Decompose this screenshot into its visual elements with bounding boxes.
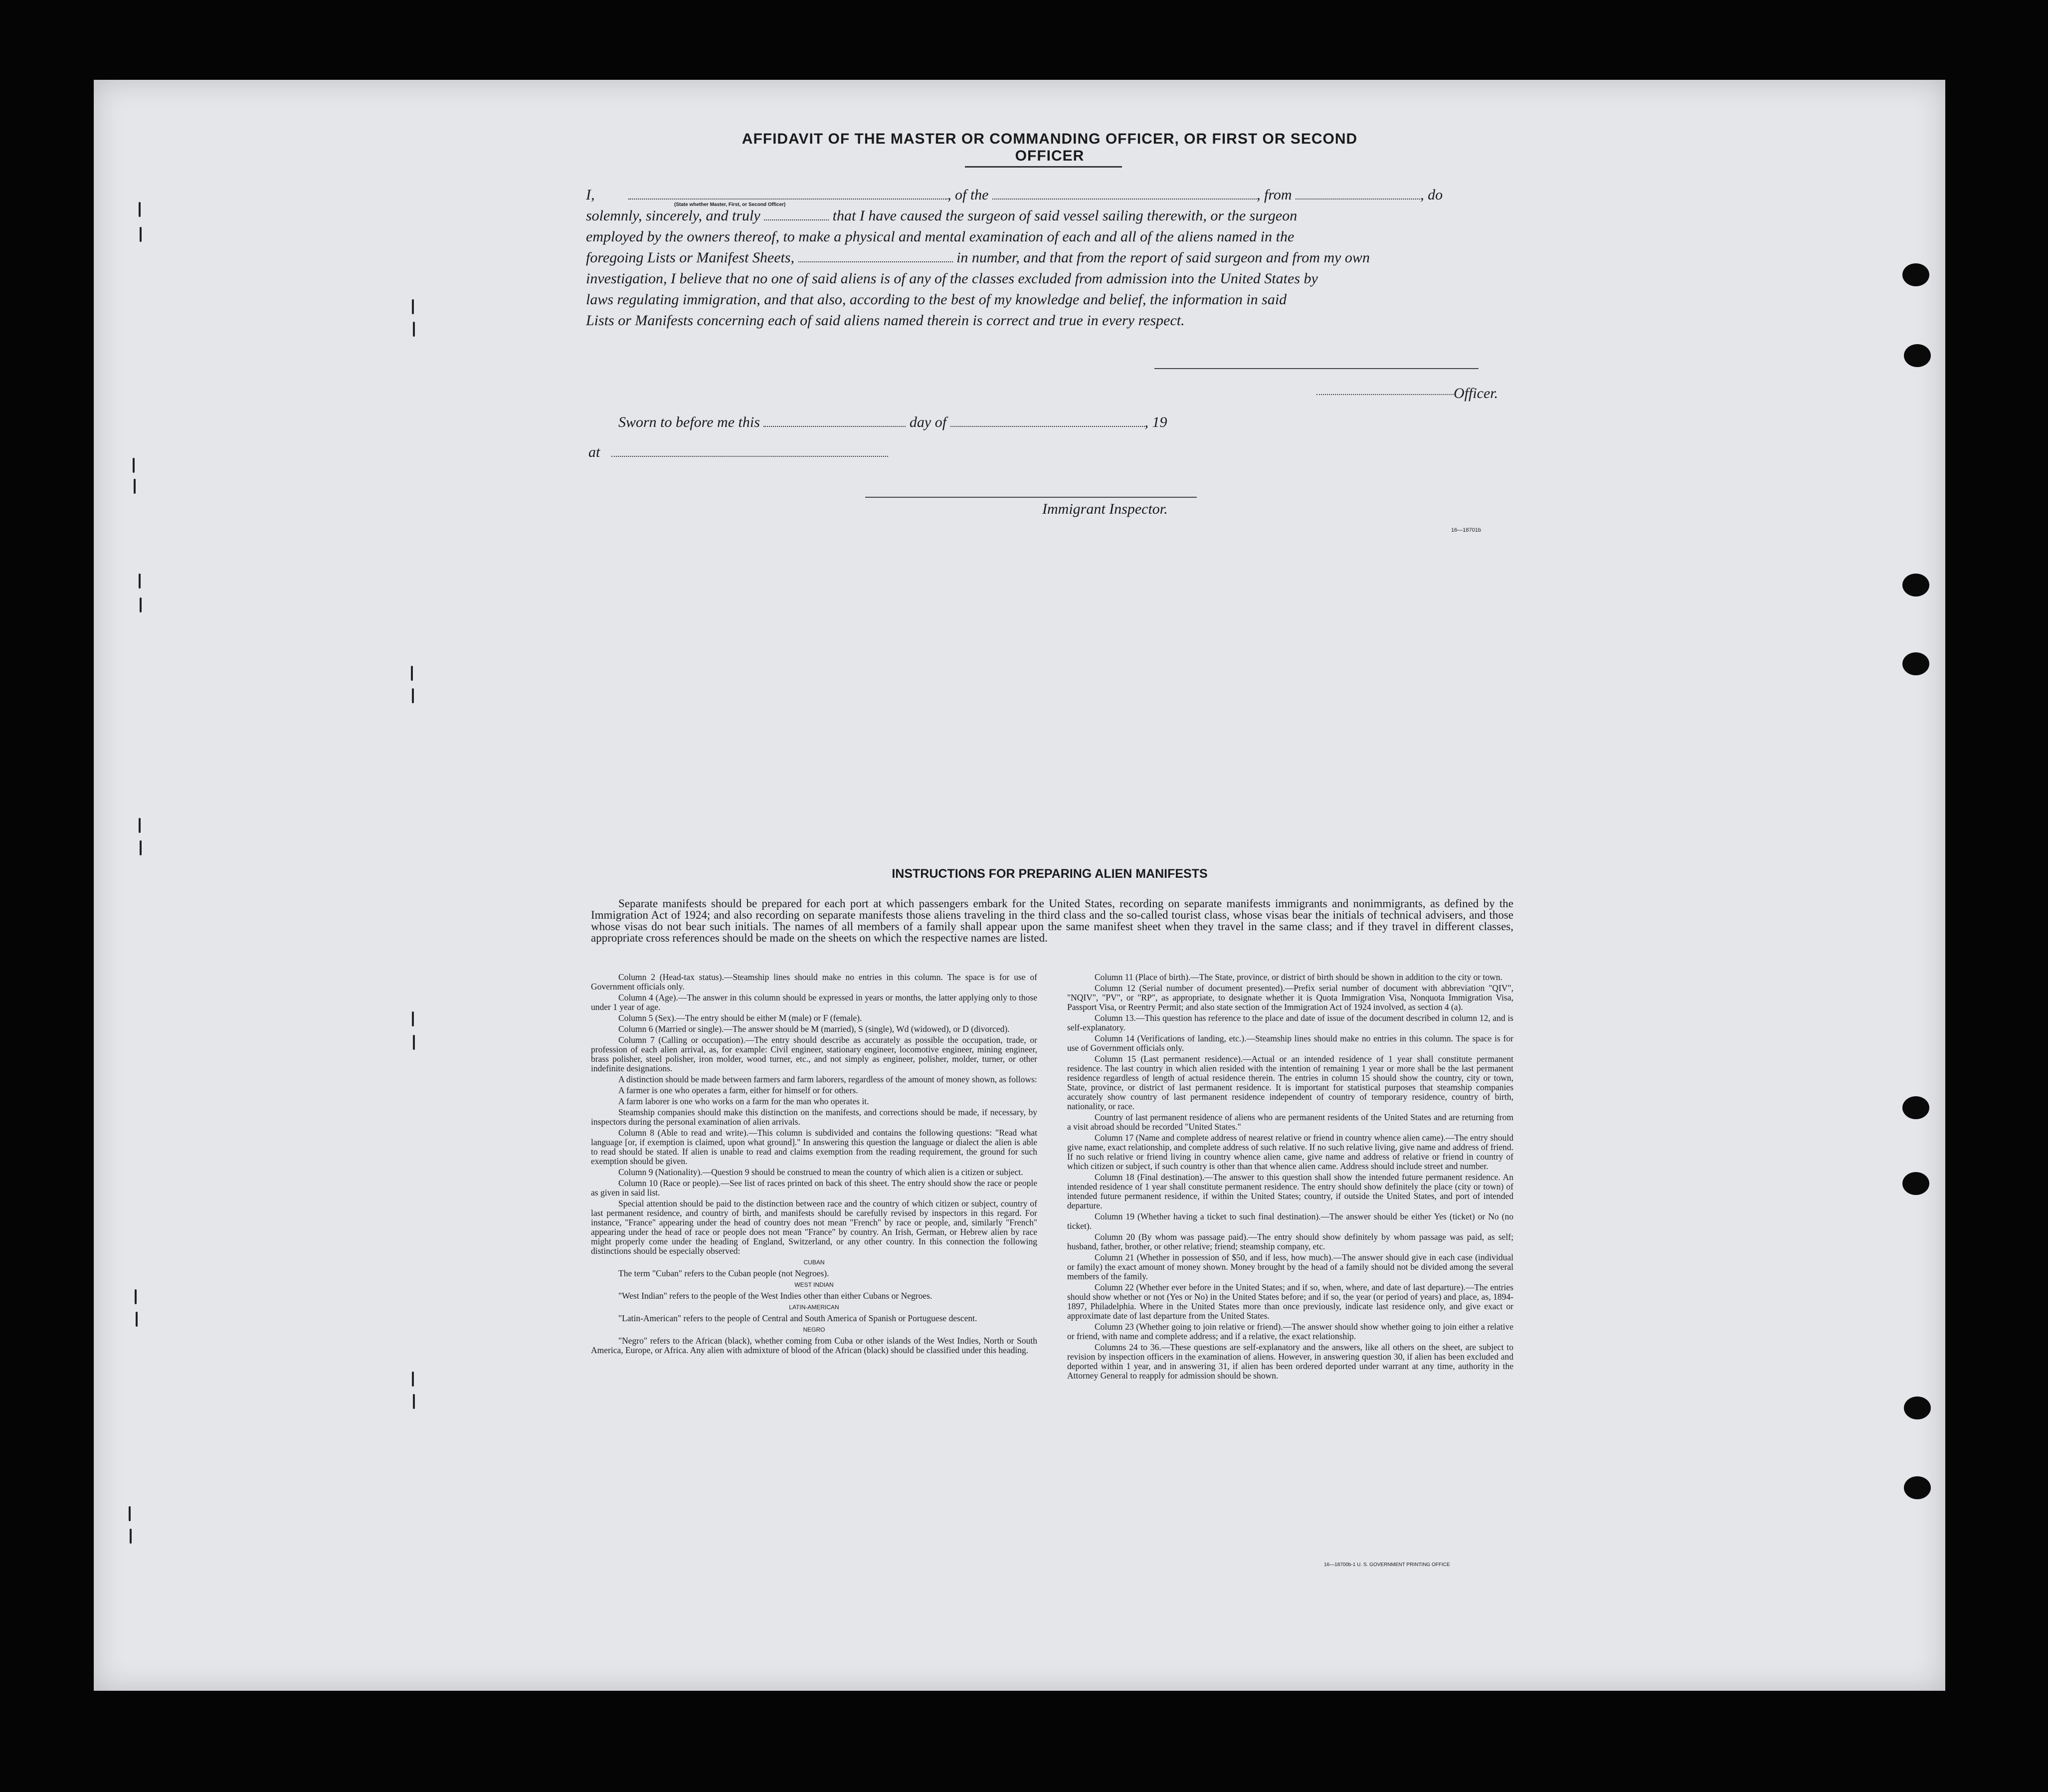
sworn-text: Sworn to before me this bbox=[618, 414, 760, 430]
punch-hole bbox=[1902, 574, 1929, 597]
binding-mark bbox=[134, 479, 136, 494]
affidavit-line-2 bbox=[586, 205, 1508, 226]
binding-mark bbox=[412, 1011, 414, 1026]
affidavit-line-4 bbox=[586, 247, 1508, 268]
instruction-paragraph: Special attention should be paid to the distinction between race and the country of which citizen or subject, country of last permanent residence, and country of birth, and manifests should be carefully revised by inspectors in this regard. For instance, "France" appearing under the head of country does not mean "French" by race or people, and, similarly "French" appearing under the head of race or people does not mean "France" by country. An Irish, German, or Hebrew alien by race might properly come under the heading of England, Switzerland, or any other country. In this connection the following distinctions should be especially observed: bbox=[591, 1198, 1037, 1256]
title-rule bbox=[965, 166, 1122, 168]
affidavit-line-3: employed by the owners thereof, to make a physical and mental examination of each and all of the aliens named in the bbox=[586, 228, 1295, 245]
heading-negro: NEGRO bbox=[803, 1326, 825, 1333]
from-label: , from bbox=[1257, 187, 1292, 203]
punch-hole bbox=[1902, 1096, 1929, 1119]
of-the-label: , of the bbox=[947, 187, 989, 203]
at-label: at bbox=[588, 444, 600, 460]
instruction-paragraph: Column 6 (Married or single).—The answer should be M (married), S (single), Wd (widowed), or D (divorced). bbox=[618, 1024, 1010, 1034]
role-note: (State whether Master, First, or Second Officer) bbox=[674, 202, 786, 207]
vessel-field[interactable] bbox=[992, 188, 1257, 199]
binding-mark bbox=[413, 322, 415, 337]
binding-mark bbox=[136, 1312, 138, 1327]
instruction-paragraph: Steamship companies should make this distinction on the manifests, and corrections should be made, if necessary, by inspectors during the personal examination of alien arrivals. bbox=[591, 1107, 1037, 1127]
instruction-paragraph: Column 8 (Able to read and write).—This column is subdivided and contains the following questions: "Read what language [or, if exemption is claimed, upon what ground]." In answering this question the language or dialect the alien is able to read should be stated. If alien is unable to read and claims exemption from the reading requirement, the ground for such exemption should be given. bbox=[591, 1128, 1037, 1166]
sheet-count-field[interactable] bbox=[798, 250, 953, 262]
affidavit-line-6: laws regulating immigration, and that also, according to the best of my knowledge and belief, the information in said bbox=[586, 291, 1287, 308]
officer-signature-line[interactable] bbox=[1316, 394, 1454, 395]
cuban-text: The term "Cuban" refers to the Cuban people (not Negroes). bbox=[618, 1268, 829, 1278]
line-4-start: foregoing Lists or Manifest Sheets, bbox=[586, 249, 795, 266]
binding-mark bbox=[135, 1289, 137, 1304]
punch-hole bbox=[1902, 1172, 1929, 1195]
instruction-paragraph: Column 17 (Name and complete address of nearest relative or friend in country whence alien came).—The entry should give name, exact relationship, and complete address of such relative. If no such relative living, give name and address of friend. If no such relative or friend living in country whence alien came, give name and address of relative or friend in country of which citizen or subject, if such country is other than that whence alien came. Address should include street and number. bbox=[1067, 1133, 1513, 1171]
west-indian-text: "West Indian" refers to the people of the West Indies other than either Cubans or Negroes. bbox=[618, 1291, 932, 1301]
instruction-paragraph: Column 15 (Last permanent residence).—Actual or an intended residence of 1 year shall constitute permanent residence. The last country in which alien resided with the intention of remaining 1 year or more shall be the last permanent residence regardless of length of actual residence therein. The entries in column 15 should show the country, city or town, State, province, or district of last permanent residence. It is important for statistical purposes that steamship companies accurately show country of last permanent residence independent of country of temporary residence, country of birth, nationality, or race. bbox=[1067, 1054, 1513, 1111]
heading-cuban: CUBAN bbox=[803, 1259, 825, 1266]
binding-mark bbox=[412, 299, 414, 314]
printing-office-footer: 16—18700b-1 U. S. GOVERNMENT PRINTING OFFICE bbox=[1324, 1562, 1450, 1568]
sworn-line bbox=[618, 414, 1167, 431]
instruction-paragraph: Column 23 (Whether going to join relative or friend).—The answer should show whether going to join either a relative or friend, with name and complete address; and if a relative, the exact relationship. bbox=[1067, 1322, 1513, 1341]
day-of-label: day of bbox=[909, 414, 947, 430]
sworn-day-field[interactable] bbox=[763, 415, 906, 427]
instructions-intro: Separate manifests should be prepared for each port at which passengers embark for the United States, recording on separate manifests immigrants and nonimmigrants, as defined by the Immigration Act of 1924; and also recording on separate manifests those aliens traveling in the third class and the so-called tourist class, whose visas bear the initials of technical advisers, and those whose visas do not bear such initials. The names of all members of a family shall appear upon the same manifest sheet when they travel in the same class; and if they travel in different classes, appropriate cross references should be made on the sheets on which the respective names are listed. bbox=[591, 897, 1513, 944]
instructions-right-column bbox=[1067, 973, 1513, 1382]
solemnly-text: solemnly, sincerely, and truly bbox=[586, 207, 760, 224]
binding-mark bbox=[139, 202, 141, 217]
year-label: , 19 bbox=[1144, 414, 1167, 430]
sworn-month-field[interactable] bbox=[950, 415, 1145, 427]
line-4-rest: in number, and that from the report of said surgeon and from my own bbox=[956, 249, 1370, 266]
instruction-paragraph: Column 4 (Age).—The answer in this column should be expressed in years or months, the latter applying only to those under 1 year of age. bbox=[591, 993, 1037, 1012]
negro-text: "Negro" refers to the African (black), whether coming from Cuba or other islands of the West Indies, North or South America, Europe, or Africa. Any alien with admixture of blood of the African (black) should be classified under this heading. bbox=[591, 1336, 1037, 1355]
binding-mark bbox=[413, 1035, 415, 1050]
instruction-paragraph: Column 20 (By whom was passage paid).—The entry should show definitely by whom passage was paid, as self; husband, father, brother, or other relative; friend; steamship company, etc. bbox=[1067, 1232, 1513, 1251]
binding-mark bbox=[133, 458, 135, 473]
binding-mark bbox=[413, 1394, 415, 1409]
at-line bbox=[588, 444, 888, 461]
name-field[interactable] bbox=[628, 188, 947, 199]
officer-label: Officer. bbox=[1454, 385, 1498, 401]
instruction-paragraph: Column 5 (Sex).—The entry should be either M (male) or F (female). bbox=[618, 1013, 862, 1023]
punch-hole bbox=[1904, 344, 1931, 367]
instruction-paragraph: Column 2 (Head-tax status).—Steamship lines should make no entries in this column. The space is for use of Government officials only. bbox=[591, 972, 1037, 992]
binding-mark bbox=[412, 688, 414, 703]
pronoun-i: I, bbox=[586, 187, 595, 203]
instructions-title: INSTRUCTIONS FOR PREPARING ALIEN MANIFESTS bbox=[892, 867, 1208, 881]
instruction-paragraph: A farm laborer is one who works on a farm for the man who operates it. bbox=[618, 1096, 869, 1106]
instruction-paragraph: A farmer is one who operates a farm, either for himself or for others. bbox=[618, 1085, 858, 1095]
instruction-paragraph: Country of last permanent residence of aliens who are permanent residents of the United States and are returning from a visit abroad should be recorded "United States." bbox=[1067, 1112, 1513, 1132]
affidavit-line-7: Lists or Manifests concerning each of said aliens named therein is correct and true in every respect. bbox=[586, 312, 1185, 329]
instruction-paragraph: Column 13.—This question has reference to the place and date of issue of the document described in column 12, and is self-explanatory. bbox=[1067, 1013, 1513, 1032]
punch-hole bbox=[1902, 652, 1929, 675]
heading-west-indian: WEST INDIAN bbox=[794, 1281, 834, 1288]
instruction-paragraph: Column 21 (Whether in possession of $50, and if less, how much).—The answer should give in each case (individual or family) the exact amount of money shown. Money brought by the head of a family should not be divided among the several members of the family. bbox=[1067, 1252, 1513, 1281]
inspector-label: Immigrant Inspector. bbox=[1042, 501, 1168, 517]
signature-line[interactable] bbox=[1154, 368, 1479, 369]
inspector-signature-line[interactable] bbox=[865, 497, 1197, 498]
heading-latin-american: LATIN-AMERICAN bbox=[789, 1304, 839, 1311]
instruction-paragraph: Column 11 (Place of birth).—The State, province, or district of birth should be shown in addition to the city or town. bbox=[1095, 972, 1502, 982]
do-label: , do bbox=[1420, 187, 1443, 203]
instruction-paragraph: A distinction should be made between farmers and farm laborers, regardless of the amount of money shown, as follows: bbox=[618, 1074, 1037, 1084]
instruction-paragraph: Column 12 (Serial number of document presented).—Prefix serial number of document with abbreviation "QIV", "NQIV", "PV", or "RP", as appropriate, to designate whether it is Quota Immigration Visa, Nonquota Immigration Visa, Passport Visa, or Reentry Permit; and also state section of the Immigration Act of 1924 involved, as section 4 (a). bbox=[1067, 983, 1513, 1012]
affidavit-line-5: investigation, I believe that no one of said aliens is of any of the classes excluded from admission into the United States by bbox=[586, 270, 1318, 287]
instruction-paragraph: Column 22 (Whether ever before in the United States; and if so, when, where, and date of last departure).—The entries should show whether or not (Yes or No) in the United States before; and if so, the year (or period of years) and place, as, 1894-1897, Philadelphia. Where in the United States more than once previously, indicate last residence only, and give exact or approximate date of last departure from the United States. bbox=[1067, 1282, 1513, 1321]
punch-hole bbox=[1904, 1396, 1931, 1419]
binding-mark bbox=[140, 840, 142, 855]
binding-mark bbox=[411, 666, 413, 681]
instruction-paragraph: Column 9 (Nationality).—Question 9 should be construed to mean the country of which alien is a citizen or subject. bbox=[618, 1167, 1023, 1177]
instruction-paragraph: Column 7 (Calling or occupation).—The entry should describe as accurately as possible the occupation, trade, or profession of each alien arrival, as, for example: Civil engineer, stationary engineer, locomotive engineer, mining engineer, brass polisher, steel polisher, iron molder, wood turner, etc., and not simply as engineer, polisher, molder, turner, or other indefinite designations. bbox=[591, 1035, 1037, 1073]
binding-mark bbox=[140, 227, 142, 242]
binding-mark bbox=[140, 597, 142, 612]
binding-mark bbox=[130, 1529, 132, 1544]
affidavit-title: AFFIDAVIT OF THE MASTER OR COMMANDING OFFICER, OR FIRST OR SECOND OFFICER bbox=[742, 131, 1358, 164]
sworn-manner-field[interactable] bbox=[764, 208, 829, 220]
instruction-paragraph: Column 14 (Verifications of landing, etc.).—Steamship lines should make no entries in this column. The space is for use of Government officials only. bbox=[1067, 1033, 1513, 1053]
latin-american-text: "Latin-American" refers to the people of Central and South America of Spanish or Portuguese descent. bbox=[618, 1313, 977, 1323]
punch-hole bbox=[1904, 1476, 1931, 1499]
instruction-paragraph: Column 18 (Final destination).—The answer to this question shall show the intended future permanent residence. An intended residence of 1 year shall constitute permanent residence. The entry should show definitely the place (city or town) of intended future permanent residence, if within the United States; country, if outside the United States, and port of intended departure. bbox=[1067, 1172, 1513, 1210]
instruction-paragraph: Columns 24 to 36.—These questions are self-explanatory and the answers, like all others on the sheet, are subject to revision by inspection officers in the examination of aliens. However, in answering question 30, if alien has been excluded and deported within 1 year, and in answering 31, if alien has been ordered deported under warrant at any time, authority in the Attorney General to reapply for admission should be shown. bbox=[1067, 1342, 1513, 1381]
instructions-left-column bbox=[591, 973, 1037, 1357]
instruction-paragraph: Column 19 (Whether having a ticket to such final destination).—The answer should be either Yes (ticket) or No (no ticket). bbox=[1067, 1211, 1513, 1231]
binding-mark bbox=[139, 818, 141, 833]
form-number: 16—18701b bbox=[1451, 527, 1481, 533]
punch-hole bbox=[1902, 263, 1929, 286]
binding-mark bbox=[129, 1506, 131, 1521]
instruction-paragraph: Column 10 (Race or people).—See list of races printed on back of this sheet. The entry should show the race or people as given in said list. bbox=[591, 1178, 1037, 1197]
binding-mark bbox=[139, 574, 141, 589]
at-place-field[interactable] bbox=[611, 445, 888, 457]
line-2-text: that I have caused the surgeon of said vessel sailing therewith, or the surgeon bbox=[832, 207, 1298, 224]
binding-mark bbox=[412, 1372, 414, 1387]
port-field[interactable] bbox=[1296, 188, 1420, 199]
